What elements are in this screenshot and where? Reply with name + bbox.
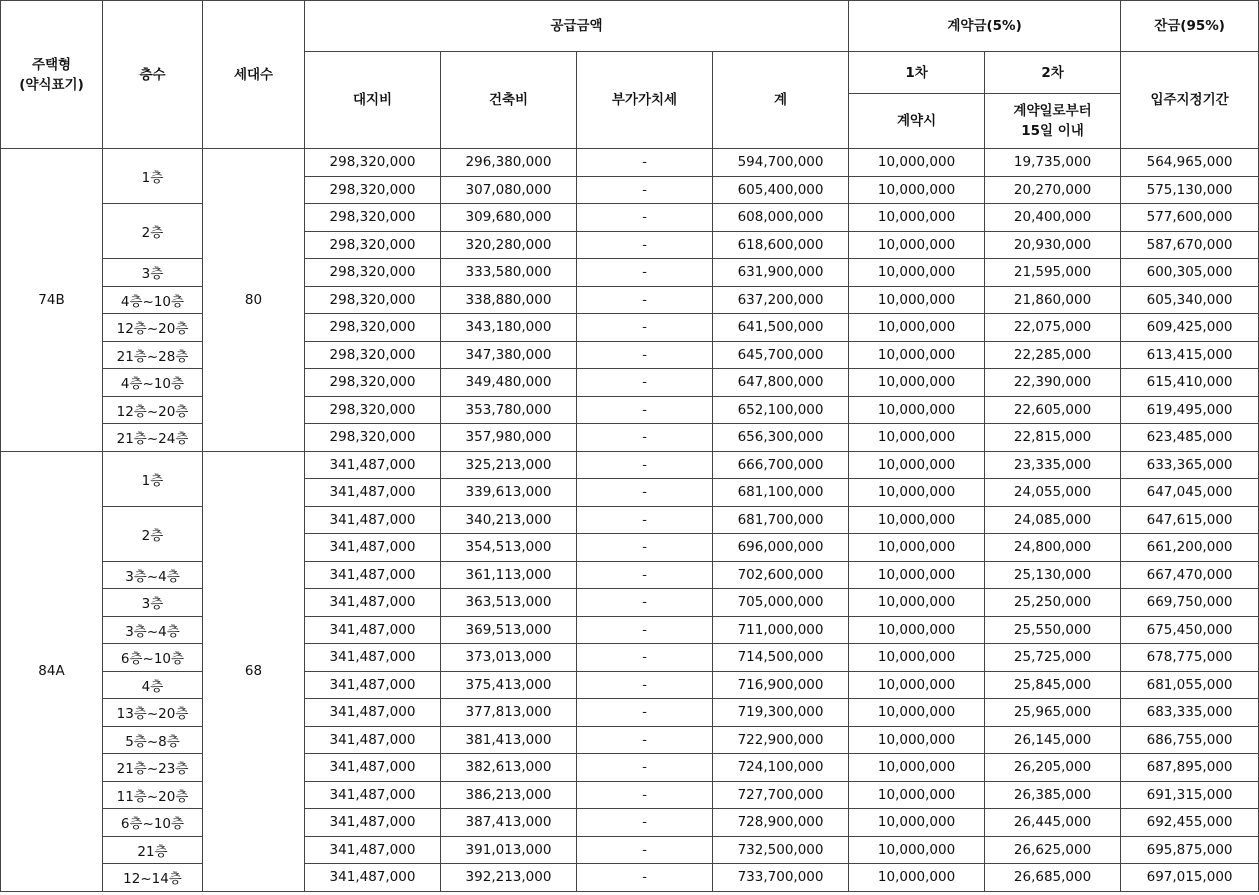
total-cell: 641,500,000 <box>713 314 849 342</box>
total-cell: 724,100,000 <box>713 754 849 782</box>
table-row <box>1 561 1259 589</box>
first-deposit-cell: 10,000,000 <box>849 286 985 314</box>
first-deposit-cell: 10,000,000 <box>849 149 985 177</box>
balance-cell: 609,425,000 <box>1121 314 1259 342</box>
building-cost-cell: 353,780,000 <box>441 396 577 424</box>
total-cell: 728,900,000 <box>713 809 849 837</box>
housing-type-cell: 84A <box>1 451 103 891</box>
first-deposit-cell: 10,000,000 <box>849 204 985 232</box>
floor-cell: 2층 <box>103 506 203 561</box>
first-deposit-cell: 10,000,000 <box>849 726 985 754</box>
unit-count-cell: 68 <box>203 451 305 891</box>
vat-cell: - <box>577 671 713 699</box>
floor-cell: 21층~28층 <box>103 341 203 369</box>
balance-cell: 681,055,000 <box>1121 671 1259 699</box>
balance-cell: 564,965,000 <box>1121 149 1259 177</box>
building-cost-cell: 343,180,000 <box>441 314 577 342</box>
header-balance: 잔금(95%) <box>1121 1 1259 52</box>
land-cost-cell: 341,487,000 <box>305 754 441 782</box>
floor-cell: 12~14층 <box>103 864 203 892</box>
building-cost-cell: 349,480,000 <box>441 369 577 397</box>
vat-cell: - <box>577 479 713 507</box>
first-deposit-cell: 10,000,000 <box>849 781 985 809</box>
header-balance-when: 입주지정기간 <box>1121 52 1259 149</box>
balance-cell: 605,340,000 <box>1121 286 1259 314</box>
vat-cell: - <box>577 589 713 617</box>
land-cost-cell: 341,487,000 <box>305 836 441 864</box>
vat-cell: - <box>577 616 713 644</box>
first-deposit-cell: 10,000,000 <box>849 424 985 452</box>
total-cell: 711,000,000 <box>713 616 849 644</box>
floor-cell: 6층~10층 <box>103 809 203 837</box>
header-land: 대지비 <box>305 52 441 149</box>
second-deposit-cell: 24,800,000 <box>985 534 1121 562</box>
first-deposit-cell: 10,000,000 <box>849 341 985 369</box>
first-deposit-cell: 10,000,000 <box>849 451 985 479</box>
first-deposit-cell: 10,000,000 <box>849 479 985 507</box>
building-cost-cell: 382,613,000 <box>441 754 577 782</box>
table-row <box>1 864 1259 892</box>
second-deposit-cell: 22,815,000 <box>985 424 1121 452</box>
header-second-when: 계약일로부터 15일 이내 <box>985 94 1121 149</box>
vat-cell: - <box>577 424 713 452</box>
vat-cell: - <box>577 534 713 562</box>
first-deposit-cell: 10,000,000 <box>849 259 985 287</box>
header-floor: 층수 <box>103 1 203 149</box>
total-cell: 656,300,000 <box>713 424 849 452</box>
building-cost-cell: 296,380,000 <box>441 149 577 177</box>
floor-cell: 11층~20층 <box>103 781 203 809</box>
vat-cell: - <box>577 451 713 479</box>
vat-cell: - <box>577 809 713 837</box>
first-deposit-cell: 10,000,000 <box>849 589 985 617</box>
second-deposit-cell: 26,685,000 <box>985 864 1121 892</box>
floor-cell: 3층~4층 <box>103 616 203 644</box>
header-building: 건축비 <box>441 52 577 149</box>
balance-cell: 669,750,000 <box>1121 589 1259 617</box>
floor-cell: 5층~8층 <box>103 726 203 754</box>
land-cost-cell: 341,487,000 <box>305 506 441 534</box>
balance-cell: 647,615,000 <box>1121 506 1259 534</box>
total-cell: 637,200,000 <box>713 286 849 314</box>
land-cost-cell: 341,487,000 <box>305 726 441 754</box>
vat-cell: - <box>577 644 713 672</box>
header-first-when: 계약시 <box>849 94 985 149</box>
second-deposit-cell: 26,145,000 <box>985 726 1121 754</box>
total-cell: 681,700,000 <box>713 506 849 534</box>
balance-cell: 678,775,000 <box>1121 644 1259 672</box>
land-cost-cell: 298,320,000 <box>305 369 441 397</box>
land-cost-cell: 341,487,000 <box>305 864 441 892</box>
total-cell: 645,700,000 <box>713 341 849 369</box>
first-deposit-cell: 10,000,000 <box>849 231 985 259</box>
building-cost-cell: 333,580,000 <box>441 259 577 287</box>
vat-cell: - <box>577 699 713 727</box>
table-row <box>1 506 1259 534</box>
second-deposit-cell: 26,205,000 <box>985 754 1121 782</box>
vat-cell: - <box>577 149 713 177</box>
table-row <box>1 149 1259 177</box>
building-cost-cell: 391,013,000 <box>441 836 577 864</box>
floor-cell: 4층 <box>103 671 203 699</box>
total-cell: 666,700,000 <box>713 451 849 479</box>
second-deposit-cell: 25,550,000 <box>985 616 1121 644</box>
second-deposit-cell: 21,595,000 <box>985 259 1121 287</box>
land-cost-cell: 341,487,000 <box>305 644 441 672</box>
total-cell: 696,000,000 <box>713 534 849 562</box>
vat-cell: - <box>577 286 713 314</box>
vat-cell: - <box>577 341 713 369</box>
first-deposit-cell: 10,000,000 <box>849 836 985 864</box>
land-cost-cell: 341,487,000 <box>305 561 441 589</box>
second-deposit-cell: 22,285,000 <box>985 341 1121 369</box>
building-cost-cell: 381,413,000 <box>441 726 577 754</box>
unit-count-cell: 80 <box>203 149 305 452</box>
balance-cell: 647,045,000 <box>1121 479 1259 507</box>
floor-cell: 4층~10층 <box>103 286 203 314</box>
total-cell: 647,800,000 <box>713 369 849 397</box>
table-row <box>1 754 1259 782</box>
vat-cell: - <box>577 754 713 782</box>
second-deposit-cell: 20,400,000 <box>985 204 1121 232</box>
floor-cell: 6층~10층 <box>103 644 203 672</box>
header-units: 세대수 <box>203 1 305 149</box>
building-cost-cell: 361,113,000 <box>441 561 577 589</box>
second-deposit-cell: 20,930,000 <box>985 231 1121 259</box>
floor-cell: 3층 <box>103 589 203 617</box>
total-cell: 681,100,000 <box>713 479 849 507</box>
first-deposit-cell: 10,000,000 <box>849 369 985 397</box>
second-deposit-cell: 25,845,000 <box>985 671 1121 699</box>
floor-cell: 3층 <box>103 259 203 287</box>
header-type: 주택형 (약식표기) <box>1 1 103 149</box>
vat-cell: - <box>577 781 713 809</box>
land-cost-cell: 341,487,000 <box>305 616 441 644</box>
header-supply: 공급금액 <box>305 1 849 52</box>
land-cost-cell: 341,487,000 <box>305 451 441 479</box>
building-cost-cell: 347,380,000 <box>441 341 577 369</box>
building-cost-cell: 369,513,000 <box>441 616 577 644</box>
second-deposit-cell: 22,390,000 <box>985 369 1121 397</box>
second-deposit-cell: 19,735,000 <box>985 149 1121 177</box>
total-cell: 719,300,000 <box>713 699 849 727</box>
balance-cell: 633,365,000 <box>1121 451 1259 479</box>
vat-cell: - <box>577 369 713 397</box>
total-cell: 716,900,000 <box>713 671 849 699</box>
total-cell: 608,000,000 <box>713 204 849 232</box>
table-row <box>1 424 1259 452</box>
land-cost-cell: 341,487,000 <box>305 699 441 727</box>
floor-cell: 1층 <box>103 149 203 204</box>
table-row <box>1 699 1259 727</box>
balance-cell: 686,755,000 <box>1121 726 1259 754</box>
header-deposit: 계약금(5%) <box>849 1 1121 52</box>
table-row <box>1 644 1259 672</box>
land-cost-cell: 341,487,000 <box>305 534 441 562</box>
housing-type-cell: 74B <box>1 149 103 452</box>
second-deposit-cell: 20,270,000 <box>985 176 1121 204</box>
floor-cell: 13층~20층 <box>103 699 203 727</box>
table-row <box>1 314 1259 342</box>
second-deposit-cell: 25,725,000 <box>985 644 1121 672</box>
balance-cell: 697,015,000 <box>1121 864 1259 892</box>
balance-cell: 587,670,000 <box>1121 231 1259 259</box>
total-cell: 618,600,000 <box>713 231 849 259</box>
balance-cell: 623,485,000 <box>1121 424 1259 452</box>
floor-cell: 2층 <box>103 204 203 259</box>
balance-cell: 575,130,000 <box>1121 176 1259 204</box>
land-cost-cell: 341,487,000 <box>305 589 441 617</box>
balance-cell: 687,895,000 <box>1121 754 1259 782</box>
header-vat: 부가가치세 <box>577 52 713 149</box>
first-deposit-cell: 10,000,000 <box>849 671 985 699</box>
table-row <box>1 369 1259 397</box>
building-cost-cell: 373,013,000 <box>441 644 577 672</box>
total-cell: 727,700,000 <box>713 781 849 809</box>
total-cell: 652,100,000 <box>713 396 849 424</box>
balance-cell: 600,305,000 <box>1121 259 1259 287</box>
land-cost-cell: 298,320,000 <box>305 341 441 369</box>
table-header <box>1 1 1259 149</box>
table-body <box>1 149 1259 892</box>
building-cost-cell: 325,213,000 <box>441 451 577 479</box>
first-deposit-cell: 10,000,000 <box>849 809 985 837</box>
vat-cell: - <box>577 561 713 589</box>
building-cost-cell: 387,413,000 <box>441 809 577 837</box>
vat-cell: - <box>577 176 713 204</box>
table-row <box>1 396 1259 424</box>
first-deposit-cell: 10,000,000 <box>849 616 985 644</box>
table-row <box>1 286 1259 314</box>
table-row <box>1 451 1259 479</box>
vat-cell: - <box>577 204 713 232</box>
land-cost-cell: 341,487,000 <box>305 479 441 507</box>
land-cost-cell: 298,320,000 <box>305 396 441 424</box>
balance-cell: 695,875,000 <box>1121 836 1259 864</box>
first-deposit-cell: 10,000,000 <box>849 176 985 204</box>
total-cell: 594,700,000 <box>713 149 849 177</box>
vat-cell: - <box>577 506 713 534</box>
floor-cell: 21층~23층 <box>103 754 203 782</box>
land-cost-cell: 298,320,000 <box>305 149 441 177</box>
total-cell: 722,900,000 <box>713 726 849 754</box>
header-second: 2차 <box>985 52 1121 94</box>
balance-cell: 691,315,000 <box>1121 781 1259 809</box>
vat-cell: - <box>577 726 713 754</box>
first-deposit-cell: 10,000,000 <box>849 864 985 892</box>
balance-cell: 615,410,000 <box>1121 369 1259 397</box>
land-cost-cell: 298,320,000 <box>305 314 441 342</box>
floor-cell: 21층 <box>103 836 203 864</box>
second-deposit-cell: 21,860,000 <box>985 286 1121 314</box>
total-cell: 732,500,000 <box>713 836 849 864</box>
table-row <box>1 671 1259 699</box>
first-deposit-cell: 10,000,000 <box>849 644 985 672</box>
land-cost-cell: 298,320,000 <box>305 286 441 314</box>
total-cell: 605,400,000 <box>713 176 849 204</box>
first-deposit-cell: 10,000,000 <box>849 314 985 342</box>
table-row <box>1 836 1259 864</box>
balance-cell: 667,470,000 <box>1121 561 1259 589</box>
floor-cell: 12층~20층 <box>103 396 203 424</box>
vat-cell: - <box>577 396 713 424</box>
total-cell: 733,700,000 <box>713 864 849 892</box>
building-cost-cell: 354,513,000 <box>441 534 577 562</box>
building-cost-cell: 357,980,000 <box>441 424 577 452</box>
table-row <box>1 616 1259 644</box>
second-deposit-cell: 23,335,000 <box>985 451 1121 479</box>
land-cost-cell: 298,320,000 <box>305 231 441 259</box>
header-first: 1차 <box>849 52 985 94</box>
first-deposit-cell: 10,000,000 <box>849 534 985 562</box>
second-deposit-cell: 24,085,000 <box>985 506 1121 534</box>
vat-cell: - <box>577 314 713 342</box>
building-cost-cell: 340,213,000 <box>441 506 577 534</box>
vat-cell: - <box>577 259 713 287</box>
vat-cell: - <box>577 836 713 864</box>
land-cost-cell: 298,320,000 <box>305 259 441 287</box>
balance-cell: 619,495,000 <box>1121 396 1259 424</box>
floor-cell: 1층 <box>103 451 203 506</box>
building-cost-cell: 363,513,000 <box>441 589 577 617</box>
table-row <box>1 259 1259 287</box>
first-deposit-cell: 10,000,000 <box>849 754 985 782</box>
table-row <box>1 341 1259 369</box>
vat-cell: - <box>577 864 713 892</box>
building-cost-cell: 320,280,000 <box>441 231 577 259</box>
second-deposit-cell: 25,250,000 <box>985 589 1121 617</box>
header-total: 계 <box>713 52 849 149</box>
balance-cell: 613,415,000 <box>1121 341 1259 369</box>
first-deposit-cell: 10,000,000 <box>849 561 985 589</box>
first-deposit-cell: 10,000,000 <box>849 396 985 424</box>
first-deposit-cell: 10,000,000 <box>849 506 985 534</box>
second-deposit-cell: 26,445,000 <box>985 809 1121 837</box>
second-deposit-cell: 24,055,000 <box>985 479 1121 507</box>
balance-cell: 577,600,000 <box>1121 204 1259 232</box>
building-cost-cell: 377,813,000 <box>441 699 577 727</box>
table-row <box>1 204 1259 232</box>
second-deposit-cell: 25,130,000 <box>985 561 1121 589</box>
table-row <box>1 809 1259 837</box>
land-cost-cell: 298,320,000 <box>305 424 441 452</box>
second-deposit-cell: 26,385,000 <box>985 781 1121 809</box>
balance-cell: 661,200,000 <box>1121 534 1259 562</box>
balance-cell: 683,335,000 <box>1121 699 1259 727</box>
land-cost-cell: 341,487,000 <box>305 809 441 837</box>
balance-cell: 675,450,000 <box>1121 616 1259 644</box>
floor-cell: 21층~24층 <box>103 424 203 452</box>
land-cost-cell: 341,487,000 <box>305 781 441 809</box>
vat-cell: - <box>577 231 713 259</box>
first-deposit-cell: 10,000,000 <box>849 699 985 727</box>
building-cost-cell: 309,680,000 <box>441 204 577 232</box>
floor-cell: 4층~10층 <box>103 369 203 397</box>
building-cost-cell: 307,080,000 <box>441 176 577 204</box>
total-cell: 631,900,000 <box>713 259 849 287</box>
second-deposit-cell: 26,625,000 <box>985 836 1121 864</box>
second-deposit-cell: 22,605,000 <box>985 396 1121 424</box>
land-cost-cell: 341,487,000 <box>305 671 441 699</box>
total-cell: 705,000,000 <box>713 589 849 617</box>
table-row <box>1 589 1259 617</box>
second-deposit-cell: 25,965,000 <box>985 699 1121 727</box>
building-cost-cell: 338,880,000 <box>441 286 577 314</box>
land-cost-cell: 298,320,000 <box>305 204 441 232</box>
second-deposit-cell: 22,075,000 <box>985 314 1121 342</box>
total-cell: 702,600,000 <box>713 561 849 589</box>
floor-cell: 3층~4층 <box>103 561 203 589</box>
land-cost-cell: 298,320,000 <box>305 176 441 204</box>
table-row <box>1 781 1259 809</box>
building-cost-cell: 375,413,000 <box>441 671 577 699</box>
total-cell: 714,500,000 <box>713 644 849 672</box>
building-cost-cell: 339,613,000 <box>441 479 577 507</box>
balance-cell: 692,455,000 <box>1121 809 1259 837</box>
floor-cell: 12층~20층 <box>103 314 203 342</box>
building-cost-cell: 392,213,000 <box>441 864 577 892</box>
table-row <box>1 726 1259 754</box>
building-cost-cell: 386,213,000 <box>441 781 577 809</box>
